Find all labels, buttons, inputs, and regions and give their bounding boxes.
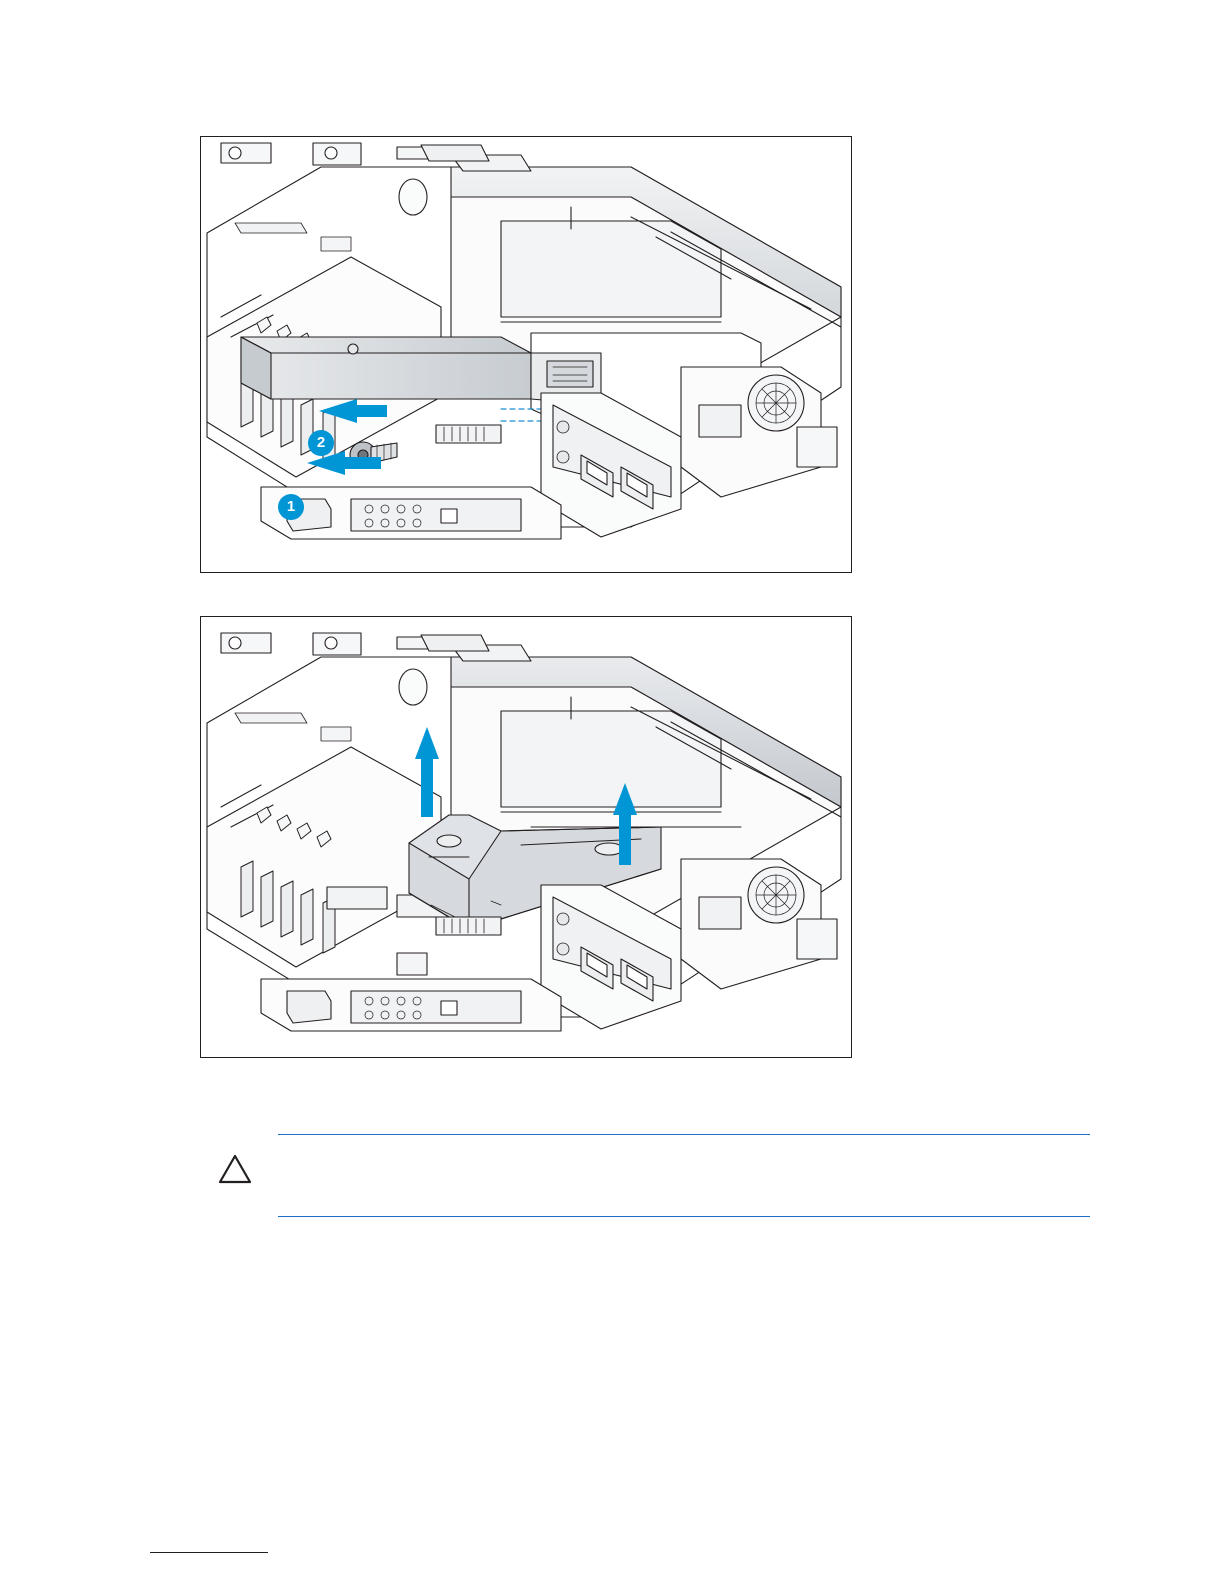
note-bottom-rule [278, 1216, 1090, 1217]
caution-note [200, 1130, 1090, 1220]
callout-badge-2: 2 [308, 430, 334, 456]
footer-rule [150, 1552, 268, 1553]
caution-triangle-icon [218, 1152, 252, 1186]
callout-badge-1: 1 [278, 494, 304, 520]
figure-riser-cage-lift-out [200, 616, 852, 1058]
note-top-rule [278, 1134, 1090, 1135]
figure-2-artwork [201, 617, 851, 1057]
